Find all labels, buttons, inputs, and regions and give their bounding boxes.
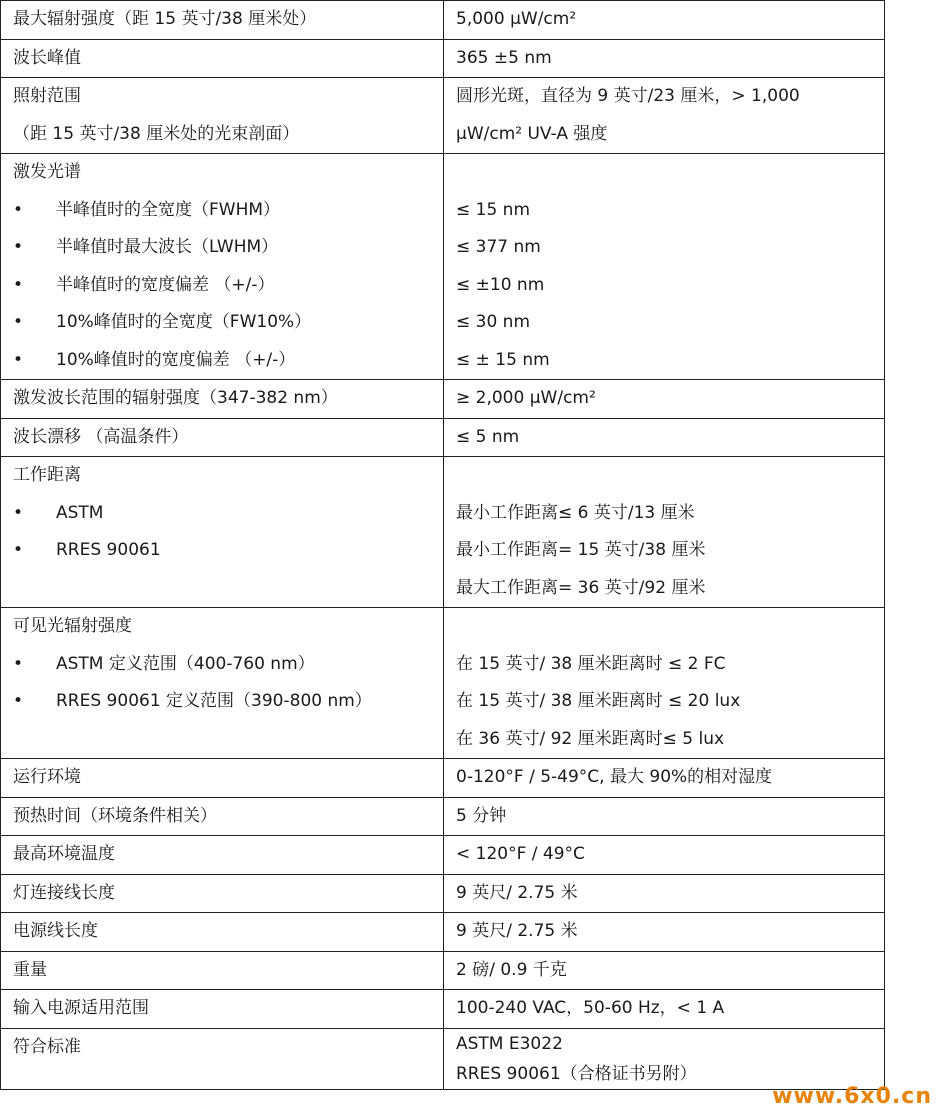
spec-bullet-item: [13, 646, 443, 684]
spec-label: （距 15 英寸/38 厘米处的光束剖面）: [13, 123, 300, 144]
spec-label: 波长漂移 （高温条件）: [13, 426, 189, 447]
spec-label: 最高环境温度: [13, 844, 115, 864]
spec-label: 激发光谱: [13, 162, 81, 182]
spec-label: 照射范围: [13, 86, 81, 106]
spec-row: [1, 759, 885, 798]
spec-value: ≤ 30 nm: [456, 312, 531, 332]
spec-label-cell: [1, 759, 444, 798]
spec-label-cell: [1, 797, 444, 836]
spec-label: 激发波长范围的辐射强度（347-382 nm）: [13, 388, 338, 408]
bullet-icon: •: [13, 199, 24, 220]
spec-label-cell: [1, 418, 444, 457]
spec-value-cell: [444, 608, 885, 759]
spec-row: [1, 1, 885, 40]
spec-value-cell: [444, 797, 885, 836]
spec-row: [1, 418, 885, 457]
spec-value: 0-120°F / 5-49°C, 最大 90%的相对湿度: [456, 767, 773, 787]
spec-value: ≥ 2,000 μW/cm²: [456, 388, 596, 408]
spec-label-cell: [1, 913, 444, 952]
bullet-icon: •: [13, 237, 24, 257]
spec-value-cell: [444, 418, 885, 457]
spec-value: [456, 457, 884, 495]
spec-label-cell: [1, 608, 444, 759]
spec-row: [1, 78, 885, 154]
spec-bullet-label: 半峰值时最大波长（LWHM）: [56, 237, 279, 257]
spec-label: 运行环境: [13, 767, 81, 787]
spec-value: 最小工作距离= 15 英寸/38 厘米: [456, 540, 706, 560]
spec-row: [1, 836, 885, 875]
spec-label-cell: [1, 990, 444, 1029]
bullet-icon: •: [13, 540, 24, 560]
spec-row: [1, 951, 885, 990]
spec-value: ≤ 15 nm: [456, 199, 531, 220]
spec-value: μW/cm² UV-A 强度: [456, 123, 608, 144]
spec-bullet-label: ASTM: [56, 502, 104, 523]
spec-value-cell: [444, 1, 885, 40]
spec-label-cell: [1, 78, 444, 154]
spec-bullet-label: RRES 90061: [56, 540, 161, 560]
spec-value: 365 ±5 nm: [456, 47, 552, 68]
spec-value-cell: [444, 457, 885, 608]
spec-row: [1, 797, 885, 836]
spec-row: [1, 380, 885, 419]
spec-value: 100-240 VAC，50-60 Hz，< 1 A: [456, 998, 725, 1018]
spec-label: 灯连接线长度: [13, 882, 115, 903]
spec-bullet-item: [13, 342, 443, 380]
spec-label-cell: [1, 154, 444, 380]
spec-value: 最大工作距离= 36 英寸/92 厘米: [456, 577, 706, 598]
spec-row: [1, 913, 885, 952]
spec-row: [1, 39, 885, 78]
spec-bullet-item: [13, 192, 443, 230]
spec-label: 预热时间（环境条件相关）: [13, 805, 217, 826]
spec-value: 9 英尺/ 2.75 米: [456, 921, 578, 941]
spec-value-cell: [444, 39, 885, 78]
spec-label: 工作距离: [13, 465, 81, 485]
spec-bullet-item: [13, 495, 443, 533]
bullet-icon: •: [13, 312, 24, 332]
watermark: www.6x0.cn: [772, 1084, 932, 1109]
spec-value: 在 36 英寸/ 92 厘米距离时≤ 5 lux: [456, 728, 725, 749]
spec-value: ≤ 5 nm: [456, 426, 520, 447]
spec-value: 圆形光斑，直径为 9 英寸/23 厘米，> 1,000: [456, 86, 800, 106]
spec-bullet-label: 10%峰值时的全宽度（FW10%）: [56, 312, 312, 332]
spec-bullet-label: ASTM 定义范围（400-760 nm）: [56, 653, 315, 674]
spec-label: 最大辐射强度（距 15 英寸/38 厘米处）: [13, 9, 317, 29]
spec-bullet-item: [13, 267, 443, 305]
spec-value: ASTM E3022: [456, 1033, 563, 1054]
spec-value-cell: [444, 951, 885, 990]
spec-value-cell: [444, 1028, 885, 1089]
spec-bullet-item: [13, 532, 443, 570]
spec-label-cell: [1, 39, 444, 78]
spec-label: 可见光辐射强度: [13, 616, 132, 636]
spec-label-cell: [1, 1028, 444, 1089]
spec-value: [456, 154, 884, 192]
bullet-icon: •: [13, 502, 24, 523]
spec-value: 9 英尺/ 2.75 米: [456, 882, 578, 903]
spec-value-cell: [444, 78, 885, 154]
spec-table-body: [1, 1, 885, 1090]
spec-row: [1, 990, 885, 1029]
spec-value: < 120°F / 49°C: [456, 844, 585, 864]
bullet-icon: •: [13, 349, 24, 370]
spec-label-cell: [1, 380, 444, 419]
spec-value: 在 15 英寸/ 38 厘米距离时 ≤ 2 FC: [456, 653, 726, 674]
spec-label: 符合标准: [13, 1036, 81, 1057]
spec-value-cell: [444, 990, 885, 1029]
spec-label-cell: [1, 457, 444, 608]
spec-value-cell: [444, 874, 885, 913]
spec-label-cell: [1, 1, 444, 40]
spec-value-cell: [444, 759, 885, 798]
spec-bullet-label: 半峰值时的全宽度（FWHM）: [56, 199, 281, 220]
spec-value: 5 分钟: [456, 805, 507, 826]
spec-row: [1, 457, 885, 608]
bullet-icon: •: [13, 274, 24, 295]
spec-bullet-item: [13, 229, 443, 267]
spec-value: 最小工作距离≤ 6 英寸/13 厘米: [456, 502, 695, 523]
bullet-icon: •: [13, 691, 24, 711]
spec-label-cell: [1, 951, 444, 990]
spec-value: 2 磅/ 0.9 千克: [456, 959, 567, 980]
spec-bullet-item: [13, 683, 443, 721]
spec-bullet-label: 10%峰值时的宽度偏差 （+/-）: [56, 349, 296, 370]
spec-label: 波长峰值: [13, 47, 81, 68]
spec-bullet-label: RRES 90061 定义范围（390-800 nm）: [56, 691, 372, 711]
spec-label: 重量: [13, 959, 47, 980]
spec-value-cell: [444, 913, 885, 952]
spec-value: 5,000 μW/cm²: [456, 9, 577, 29]
spec-value: RRES 90061（合格证书另附）: [456, 1063, 697, 1084]
spec-value-cell: [444, 154, 885, 380]
spec-label: 电源线长度: [13, 921, 98, 941]
spec-bullet-item: [13, 304, 443, 342]
spec-label-cell: [1, 874, 444, 913]
spec-row: [1, 154, 885, 380]
spec-row: [1, 874, 885, 913]
spec-value-cell: [444, 836, 885, 875]
spec-value: 在 15 英寸/ 38 厘米距离时 ≤ 20 lux: [456, 691, 741, 711]
spec-value: ≤ ± 15 nm: [456, 349, 550, 370]
bullet-icon: •: [13, 653, 24, 674]
spec-row: [1, 1028, 885, 1089]
spec-row: [1, 608, 885, 759]
spec-value-cell: [444, 380, 885, 419]
spec-value: ≤ 377 nm: [456, 237, 541, 257]
spec-label-cell: [1, 836, 444, 875]
spec-bullet-label: 半峰值时的宽度偏差 （+/-）: [56, 274, 275, 295]
spec-value: ≤ ±10 nm: [456, 274, 545, 295]
spec-label: 输入电源适用范围: [13, 998, 149, 1018]
spec-value: [456, 608, 884, 646]
